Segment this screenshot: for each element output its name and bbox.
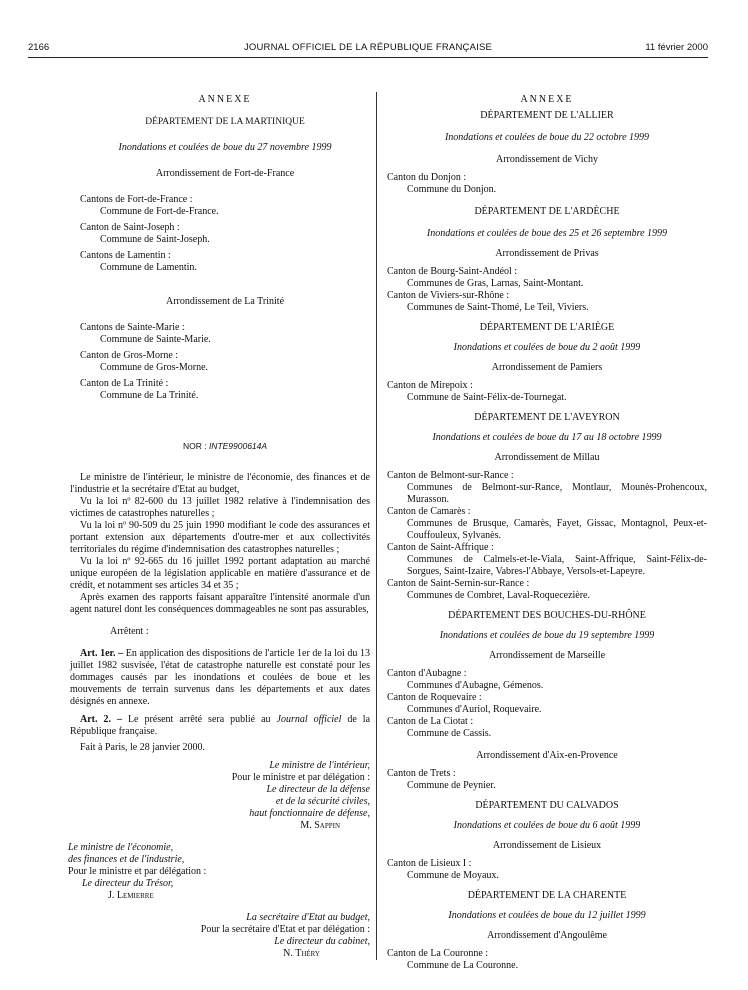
canton-label: Canton de Camarès : — [387, 506, 471, 517]
article-2-text-a: Le présent arrêté sera publié au — [127, 714, 271, 725]
canton-label: Canton de Bourg-Saint-Andéol : — [387, 266, 518, 277]
arrondissement-heading: Arrondissement de Fort-de-France — [155, 168, 295, 179]
signing-date: Fait à Paris, le 28 janvier 2000. — [80, 742, 205, 753]
commune-text: Commune de Cassis. — [407, 728, 492, 739]
header-rule — [28, 57, 708, 58]
dept-heading: DÉPARTEMENT DU CALVADOS — [475, 800, 619, 811]
signature-line: Pour le ministre et par délégation : — [231, 772, 370, 783]
commune-text: Commune de Fort-de-France. — [100, 206, 219, 217]
commune-text: Commune de Saint-Félix-de-Tournegat. — [407, 392, 567, 403]
commune-text: Communes de Belmont-sur-Rance, Montlaur, Mounès-Prohencoux, Murasson. — [407, 482, 707, 505]
canton-label: Canton de Saint-Sernin-sur-Rance : — [387, 578, 530, 589]
commune-text: Communes de Calmels-et-le-Viala, Saint-Affrique, Saint-Félix-de-Sorgues, Saint-Izaire, Vabres-l'Abbaye, Versols-et-Lapeyre. — [407, 554, 707, 577]
canton-label: Canton de La Trinité : — [80, 378, 169, 389]
arrondissement-heading: Arrondissement de Lisieux — [492, 840, 602, 851]
canton-label: Canton de Saint-Joseph : — [80, 222, 180, 233]
page-header — [28, 40, 708, 56]
canton-label: Canton de Roquevaire : — [387, 692, 482, 703]
signature-block-budget — [80, 912, 370, 960]
canton-label: Canton de Trets : — [387, 768, 456, 779]
signature-block-interior — [80, 760, 370, 832]
preamble-paragraph: Vu la loi nº 82-600 du 13 juillet 1982 relative à l'indemnisation des victimes de catastrophes naturelles ; — [70, 496, 370, 519]
signature-block-economy — [68, 842, 370, 902]
article-1-label: Art. 1er. – — [80, 648, 124, 659]
signature-line: Le directeur du cabinet, — [274, 936, 370, 947]
signature-line: Le ministre de l'économie, — [68, 842, 174, 853]
arrondissement-heading: Arrondissement d'Aix-en-Provence — [476, 750, 618, 761]
journal-title: JOURNAL OFFICIEL DE LA RÉPUBLIQUE FRANÇAISE — [243, 42, 493, 53]
article-2-label: Art. 2. – — [80, 714, 122, 725]
commune-text: Commune de Lamentin. — [100, 262, 197, 273]
event-title: Inondations et coulées de boue des 25 et 26 septembre 1999 — [426, 228, 668, 239]
commune-text: Communes d'Auriol, Roquevaire. — [407, 704, 542, 715]
article-1-text: En application des dispositions de l'article 1er de la loi du 13 juillet 1982 susvisée, l'état de catastrophe naturelle est constaté pour les dommages causés par les inondations et coulées de boue et les mouvements de terrain survenus dans les départements et aux dates désignés en annexe. — [70, 648, 371, 707]
dept-heading: DÉPARTEMENT DES BOUCHES-DU-RHÔNE — [448, 610, 646, 621]
commune-text: Communes de Saint-Thomé, Le Teil, Viviers. — [407, 302, 589, 313]
commune-text: Commune de Saint-Joseph. — [100, 234, 210, 245]
event-title: Inondations et coulées de boue du 19 septembre 1999 — [439, 630, 655, 641]
signature-line: Le ministre de l'intérieur, — [269, 760, 370, 771]
issue-date: 11 février 2000 — [645, 42, 708, 53]
signatory-name: J. Lemierre — [108, 890, 154, 901]
canton-label: Canton du Donjon : — [387, 172, 467, 183]
signatory-name: N. Théry — [283, 948, 320, 959]
article-2-journal: Journal officiel — [276, 714, 342, 725]
nor-label: NOR : — [182, 441, 207, 451]
signature-line: Le directeur du Trésor, — [82, 878, 174, 889]
signatory-name: M. Sappin — [300, 820, 340, 831]
canton-label: Cantons de Lamentin : — [80, 250, 171, 261]
column-divider — [376, 92, 377, 960]
canton-label: Canton de Mirepoix : — [387, 380, 473, 391]
canton-label: Canton de La Ciotat : — [387, 716, 474, 727]
preamble-paragraph: Après examen des rapports faisant apparaître l'intensité anormale d'un agent naturel dont les conséquences dommageables ne sont pas assurables, — [70, 592, 370, 615]
signature-line: et de la sécurité civiles, — [275, 796, 370, 807]
preamble-paragraph: Le ministre de l'intérieur, le ministre de l'économie, des finances et de l'industrie et la secrétaire d'Etat au budget, — [70, 472, 370, 495]
commune-text: Commune de La Trinité. — [100, 390, 199, 401]
canton-label: Canton de La Couronne : — [387, 948, 489, 959]
arretent-label: Arrêtent : — [110, 626, 149, 637]
canton-label: Canton de Lisieux I : — [387, 858, 472, 869]
dept-heading: DÉPARTEMENT DE LA MARTINIQUE — [145, 117, 305, 127]
arrondissement-heading: Arrondissement de Vichy — [496, 154, 598, 165]
commune-text: Commune de La Couronne. — [407, 960, 519, 971]
event-title: Inondations et coulées de boue du 22 octobre 1999 — [444, 132, 650, 143]
dept-heading: DÉPARTEMENT DE L'ARDÈCHE — [474, 206, 620, 217]
dept-heading: DÉPARTEMENT DE L'ALLIER — [480, 110, 614, 121]
dept-heading: DÉPARTEMENT DE L'ARIÈGE — [479, 322, 615, 333]
arrondissement-heading: Arrondissement de Pamiers — [491, 362, 603, 373]
arrondissement-heading: Arrondissement de Millau — [494, 452, 600, 463]
event-title: Inondations et coulées de boue du 17 au 18 octobre 1999 — [432, 432, 662, 443]
arrondissement-heading: Arrondissement d'Angoulême — [487, 930, 607, 941]
event-title: Inondations et coulées de boue du 2 août 1999 — [453, 342, 641, 353]
dept-heading: DÉPARTEMENT DE LA CHARENTE — [467, 890, 627, 901]
left-column — [68, 92, 371, 960]
event-title: Inondations et coulées de boue du 6 août 1999 — [453, 820, 641, 831]
commune-text: Commune de Gros-Morne. — [100, 362, 209, 373]
canton-label: Canton de Saint-Affrique : — [387, 542, 494, 553]
commune-text: Commune de Peynier. — [407, 780, 496, 791]
commune-text: Commune de Sainte-Marie. — [100, 334, 211, 345]
nor-reference — [80, 440, 370, 452]
signature-line: Pour la secrétaire d'Etat et par délégation : — [200, 924, 370, 935]
commune-text: Communes d'Aubagne, Gémenos. — [407, 680, 544, 691]
commune-text: Commune de Moyaux. — [407, 870, 499, 881]
canton-label: Cantons de Fort-de-France : — [80, 194, 193, 205]
right-column — [387, 92, 707, 972]
commune-text: Commune du Donjon. — [407, 184, 497, 195]
event-title: Inondations et coulées de boue du 12 juillet 1999 — [448, 910, 646, 921]
nor-code: INTE9900614A — [208, 441, 268, 451]
signature-line: Pour le ministre et par délégation : — [68, 866, 207, 877]
commune-text: Communes de Brusque, Camarès, Fayet, Gissac, Montagnol, Peux-et-Couffouleux, Sylvanès. — [407, 518, 707, 541]
signature-line: haut fonctionnaire de défense, — [249, 808, 370, 819]
signature-line: des finances et de l'industrie, — [68, 854, 185, 865]
annexe-heading: ANNEXE — [520, 94, 574, 105]
signature-line: La secrétaire d'Etat au budget, — [246, 912, 370, 923]
annexe-heading: ANNEXE — [198, 94, 252, 105]
article-2 — [70, 714, 370, 738]
canton-label: Canton de Viviers-sur-Rhône : — [387, 290, 510, 301]
article-1 — [70, 648, 370, 708]
preamble-paragraph: Vu la loi nº 90-509 du 25 juin 1990 modifiant le code des assurances et portant extension aux départements d'outre-mer et aux collectivités territoriales du régime d'indemnisation des catastrophes naturelles ; — [70, 520, 370, 555]
article-2-text-c: de la République française. — [70, 714, 371, 737]
arrondissement-heading: Arrondissement de La Trinité — [165, 296, 285, 307]
canton-label: Cantons de Sainte-Marie : — [80, 322, 185, 333]
event-title: Inondations et coulées de boue du 27 novembre 1999 — [118, 142, 332, 153]
signature-line: Le directeur de la défense — [266, 784, 370, 795]
page-number: 2166 — [28, 42, 50, 53]
preamble-paragraph: Vu la loi nº 92-665 du 16 juillet 1992 portant adaptation au marché unique européen de la législation applicable en matière d'assurance et de crédit, et notamment ses articles 34 et 35 ; — [70, 556, 370, 591]
commune-text: Communes de Gras, Larnas, Saint-Montant. — [407, 278, 584, 289]
canton-label: Canton d'Aubagne : — [387, 668, 467, 679]
dept-heading: DÉPARTEMENT DE L'AVEYRON — [474, 412, 620, 423]
arrondissement-heading: Arrondissement de Privas — [495, 248, 599, 259]
canton-label: Canton de Gros-Morne : — [80, 350, 179, 361]
commune-text: Communes de Combret, Laval-Roquecezière. — [407, 590, 590, 601]
arrondissement-heading: Arrondissement de Marseille — [488, 650, 606, 661]
canton-label: Canton de Belmont-sur-Rance : — [387, 470, 514, 481]
